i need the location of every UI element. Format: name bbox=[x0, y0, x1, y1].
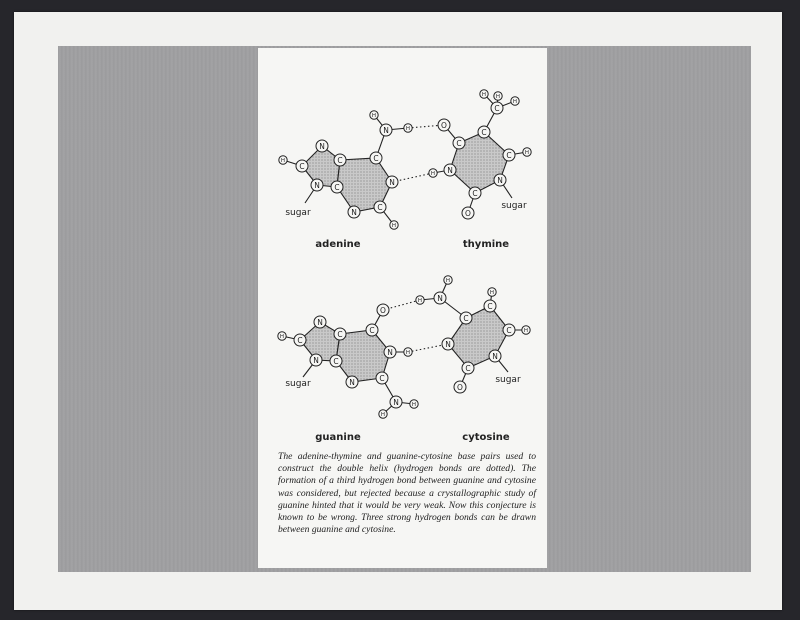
atom-c bbox=[331, 181, 343, 193]
atom-n bbox=[384, 346, 396, 358]
svg-text:C: C bbox=[369, 326, 375, 335]
svg-text:N: N bbox=[492, 352, 498, 361]
svg-text:C: C bbox=[506, 151, 512, 160]
atom-c bbox=[484, 300, 496, 312]
svg-text:C: C bbox=[337, 330, 343, 339]
svg-text:C: C bbox=[472, 189, 478, 198]
svg-text:N: N bbox=[313, 356, 319, 365]
svg-text:H: H bbox=[524, 150, 530, 157]
svg-text:N: N bbox=[497, 176, 503, 185]
svg-text:O: O bbox=[441, 121, 447, 130]
atom-h bbox=[522, 326, 530, 334]
svg-text:N: N bbox=[349, 378, 355, 387]
svg-text:N: N bbox=[445, 340, 451, 349]
atom-c bbox=[374, 201, 386, 213]
atom-c bbox=[376, 372, 388, 384]
svg-text:C: C bbox=[333, 357, 339, 366]
atom-n bbox=[314, 316, 326, 328]
atom-c bbox=[503, 324, 515, 336]
svg-text:H: H bbox=[411, 402, 417, 409]
svg-text:O: O bbox=[380, 306, 386, 315]
atom-h bbox=[444, 276, 452, 284]
atom-o bbox=[462, 207, 474, 219]
atom-c bbox=[334, 154, 346, 166]
svg-text:H: H bbox=[523, 328, 529, 335]
svg-text:N: N bbox=[319, 142, 325, 151]
svg-text:H: H bbox=[417, 298, 423, 305]
svg-text:H: H bbox=[380, 412, 386, 419]
svg-text:C: C bbox=[487, 302, 493, 311]
svg-text:C: C bbox=[463, 314, 469, 323]
svg-text:H: H bbox=[279, 334, 285, 341]
svg-text:C: C bbox=[481, 128, 487, 137]
svg-text:C: C bbox=[337, 156, 343, 165]
atom-c bbox=[462, 362, 474, 374]
atom-n bbox=[444, 164, 456, 176]
svg-text:H: H bbox=[405, 126, 411, 133]
atom-o bbox=[377, 304, 389, 316]
cytosine-sugar-label: sugar bbox=[495, 375, 521, 385]
thymine-label: thymine bbox=[462, 239, 510, 250]
svg-text:C: C bbox=[373, 154, 379, 163]
atom-h bbox=[390, 221, 398, 229]
figure-caption: The adenine-thymine and guanine-cytosine base pairs used to construct the double helix (hydrogen bonds are dotted). The formation of a third hydrogen bond between guanine and cytosine was considered, but rejected because a crystallographic study of guanine hinted that it would be very weak. Now this conjecture is known to be wrong. Three strong hydrogen bonds can be drawn between guanine and cytosine. bbox=[278, 451, 536, 536]
svg-text:H: H bbox=[512, 99, 518, 106]
atom-n bbox=[494, 174, 506, 186]
adenine-sugar-label: sugar bbox=[285, 208, 311, 218]
atom-c bbox=[370, 152, 382, 164]
atom-n bbox=[386, 176, 398, 188]
svg-text:C: C bbox=[506, 326, 512, 335]
svg-text:N: N bbox=[351, 208, 357, 217]
atom-n bbox=[390, 396, 402, 408]
svg-text:N: N bbox=[389, 178, 395, 187]
svg-text:C: C bbox=[379, 374, 385, 383]
svg-text:C: C bbox=[299, 162, 305, 171]
atom-c bbox=[330, 355, 342, 367]
svg-text:N: N bbox=[447, 166, 453, 175]
svg-text:H: H bbox=[405, 350, 411, 357]
atom-h bbox=[404, 348, 412, 356]
atom-n bbox=[348, 206, 360, 218]
svg-text:H: H bbox=[280, 158, 286, 165]
atom-n bbox=[380, 124, 392, 136]
atom-c bbox=[478, 126, 490, 138]
svg-text:H: H bbox=[489, 290, 495, 297]
atom-n bbox=[310, 354, 322, 366]
atom-h bbox=[511, 97, 519, 105]
atom-n bbox=[489, 350, 501, 362]
adenine-label: adenine bbox=[315, 239, 361, 250]
atom-o bbox=[454, 381, 466, 393]
svg-text:N: N bbox=[387, 348, 393, 357]
atom-h bbox=[480, 90, 488, 98]
cytosine-label: cytosine bbox=[462, 432, 510, 443]
atom-c bbox=[296, 160, 308, 172]
svg-text:N: N bbox=[317, 318, 323, 327]
svg-text:H: H bbox=[430, 171, 436, 178]
atom-h bbox=[488, 288, 496, 296]
atom-n bbox=[442, 338, 454, 350]
atom-n bbox=[346, 376, 358, 388]
atom-c bbox=[366, 324, 378, 336]
atom-h bbox=[279, 156, 287, 164]
svg-text:N: N bbox=[314, 181, 320, 190]
svg-text:H: H bbox=[495, 94, 501, 101]
svg-text:C: C bbox=[334, 183, 340, 192]
atom-o bbox=[438, 119, 450, 131]
atom-n bbox=[311, 179, 323, 191]
atom-n bbox=[434, 292, 446, 304]
atom-h bbox=[416, 296, 424, 304]
thymine-sugar-label: sugar bbox=[501, 201, 527, 211]
atom-c bbox=[503, 149, 515, 161]
svg-text:H: H bbox=[391, 223, 397, 230]
atom-h bbox=[278, 332, 286, 340]
svg-text:H: H bbox=[481, 92, 487, 99]
atom-h bbox=[370, 111, 378, 119]
svg-text:C: C bbox=[377, 203, 383, 212]
svg-text:H: H bbox=[445, 278, 451, 285]
svg-text:C: C bbox=[297, 336, 303, 345]
atom-c bbox=[453, 137, 465, 149]
svg-text:H: H bbox=[371, 113, 377, 120]
atom-h bbox=[494, 92, 502, 100]
svg-text:O: O bbox=[457, 383, 463, 392]
atom-h bbox=[429, 169, 437, 177]
svg-text:O: O bbox=[465, 209, 471, 218]
atom-c bbox=[334, 328, 346, 340]
atom-c bbox=[469, 187, 481, 199]
guanine-label: guanine bbox=[315, 432, 361, 443]
svg-text:C: C bbox=[465, 364, 471, 373]
atom-h bbox=[379, 410, 387, 418]
atom-h bbox=[410, 400, 418, 408]
atom-h bbox=[404, 124, 412, 132]
atom-c bbox=[460, 312, 472, 324]
atom-c bbox=[294, 334, 306, 346]
guanine-sugar-label: sugar bbox=[285, 379, 311, 389]
svg-text:C: C bbox=[494, 104, 500, 113]
svg-text:N: N bbox=[437, 294, 443, 303]
atom-n bbox=[316, 140, 328, 152]
svg-text:C: C bbox=[456, 139, 462, 148]
svg-text:N: N bbox=[383, 126, 389, 135]
svg-text:N: N bbox=[393, 398, 399, 407]
atom-c bbox=[491, 102, 503, 114]
atom-h bbox=[523, 148, 531, 156]
